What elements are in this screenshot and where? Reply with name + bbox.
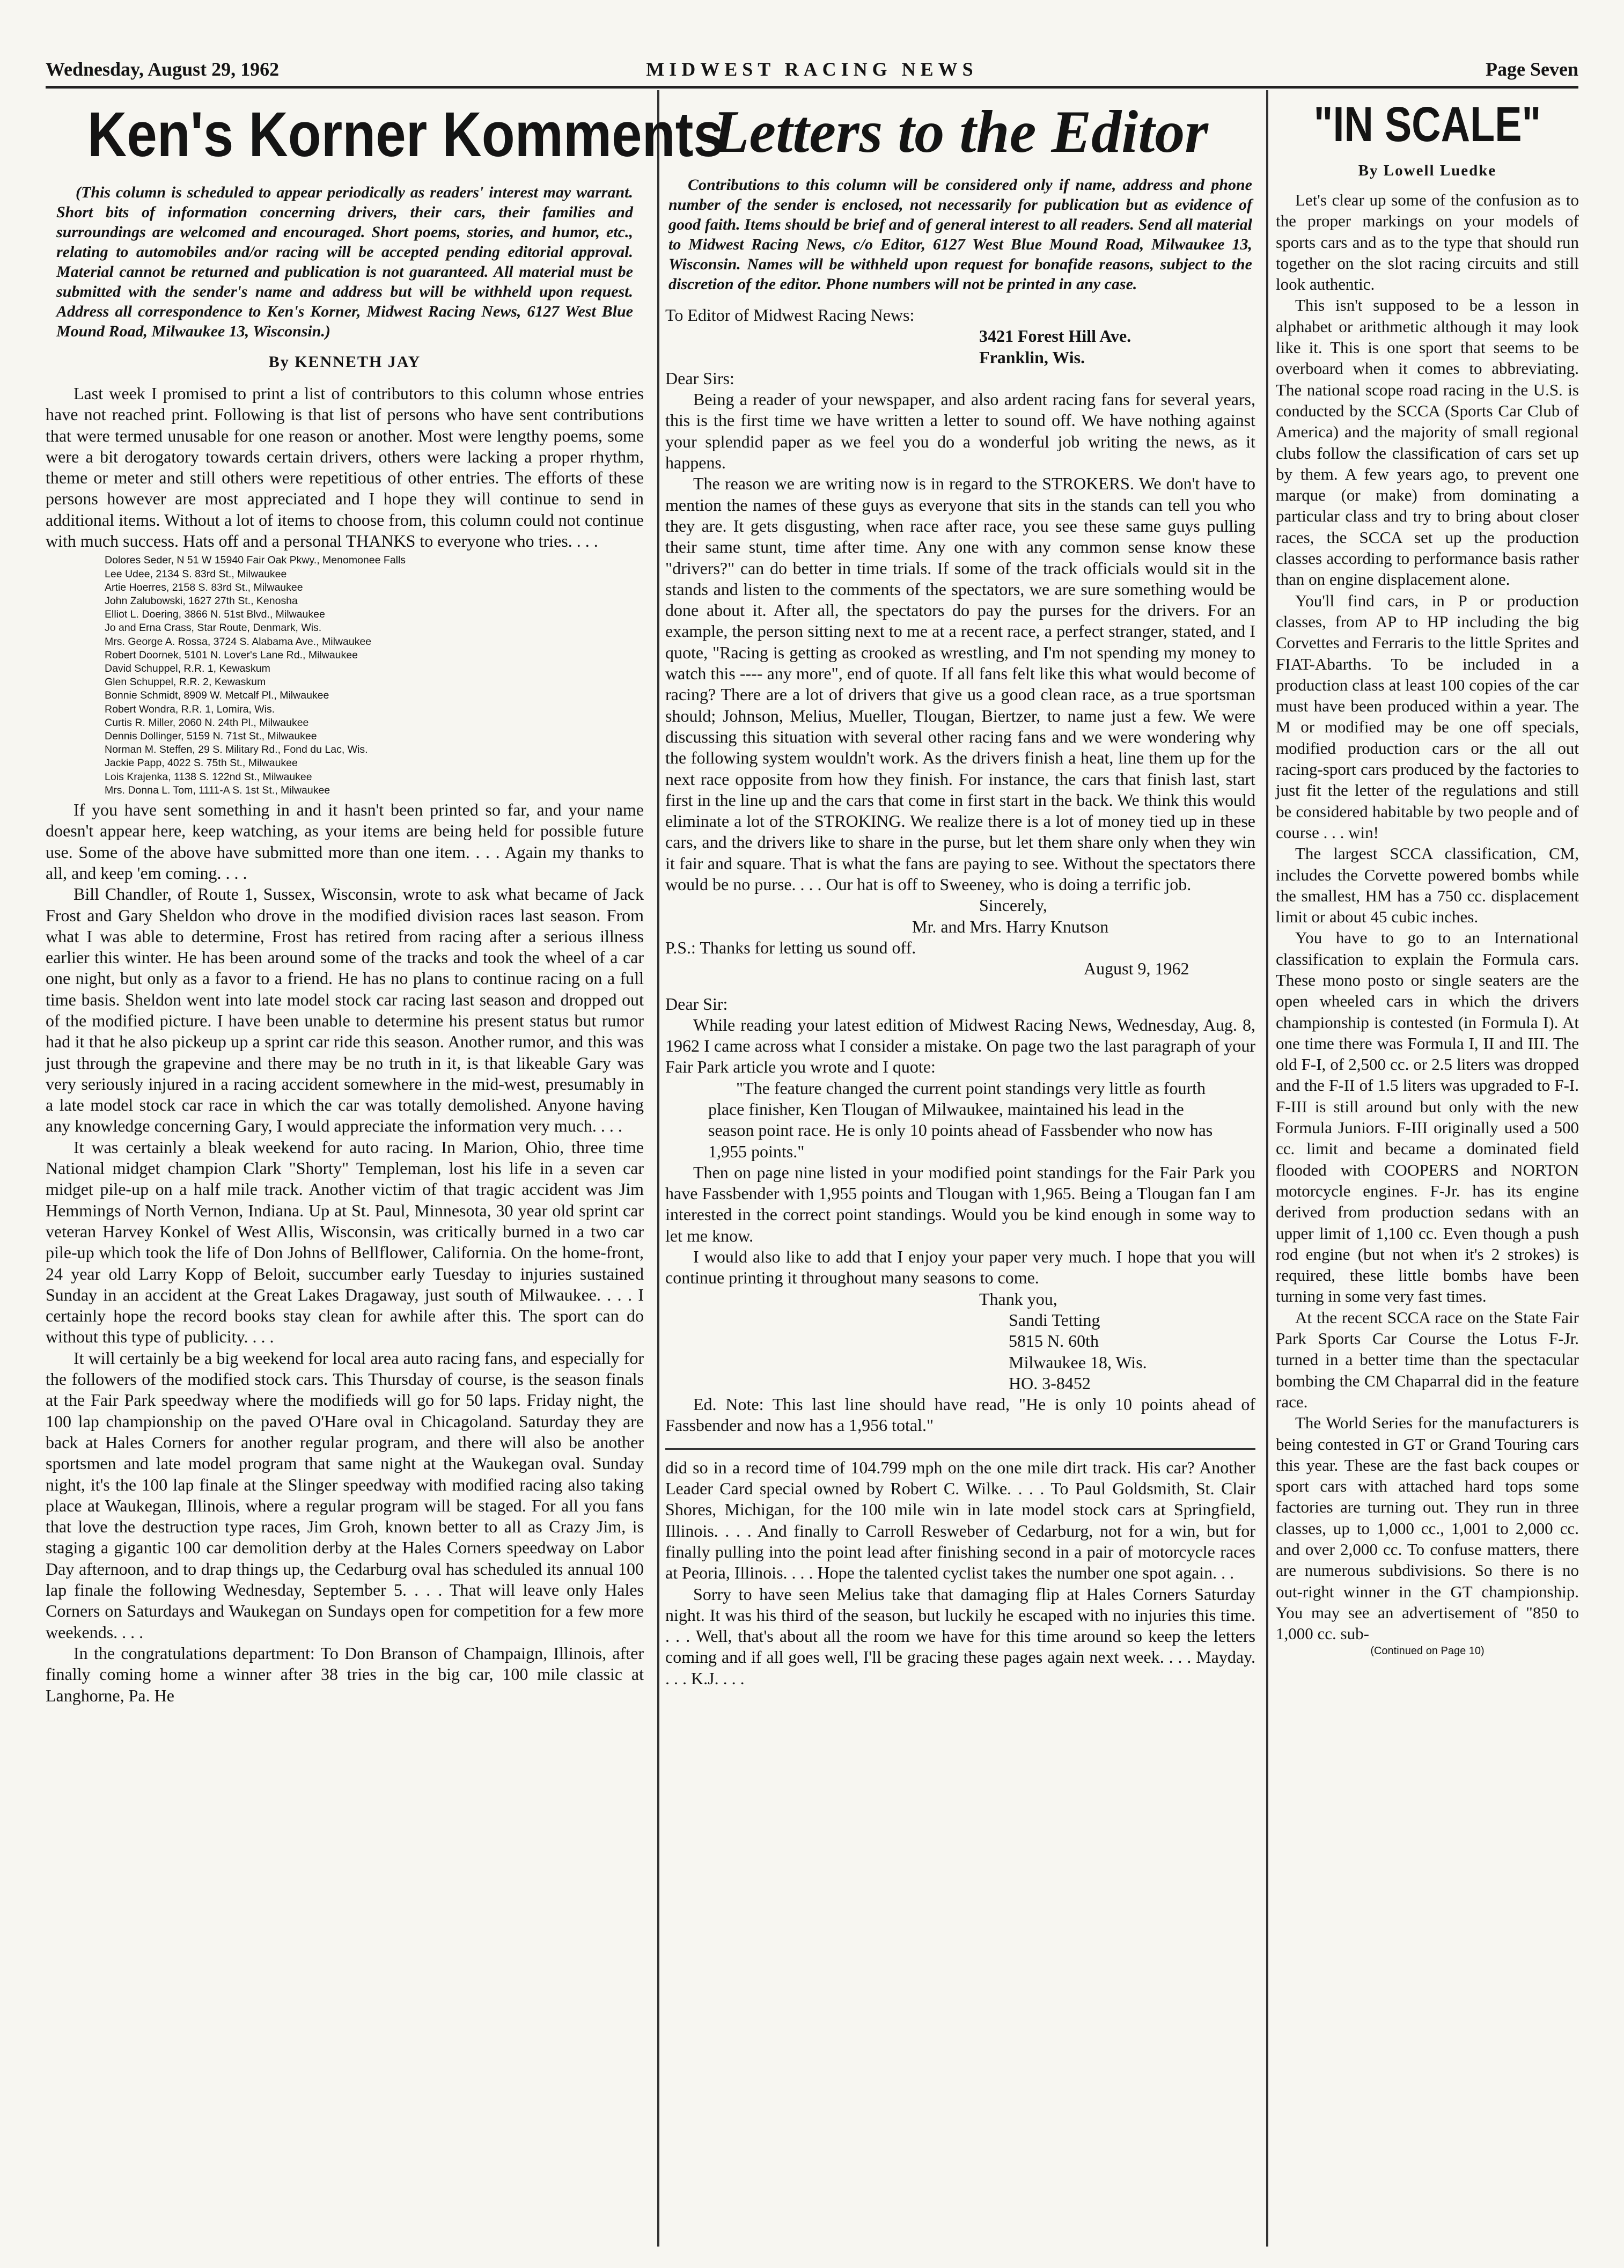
issue-date: Wednesday, August 29, 1962	[46, 58, 280, 80]
contributor-entry: Robert Doornek, 5101 N. Lover's Lane Rd., Milwaukee	[105, 649, 358, 661]
letter-address-line: Milwaukee 18, Wis.	[1009, 1352, 1147, 1372]
column-intro: Contributions to this column will be considered only if name, address and phone number of the sender is enclosed, not necessarily for publication but as evidence of good faith. Items should be brief and of general interest to all readers. Send all material to Midwest Racing News, c/o Editor, 6127 West Blue Mound Road, Milwaukee 13, Wisconsin. Names will be withheld upon request for bonafide reasons, subject to the discretion of the editor. Phone numbers will not be printed in any case.	[668, 176, 1252, 293]
contributor-entry: Curtis R. Miller, 2060 N. 24th Pl., Milwaukee	[105, 716, 309, 729]
column-divider	[1266, 90, 1268, 2247]
paragraph: It will certainly be a big weekend for local area auto racing fans, and especially for the followers of the modified stock cars. This Thursday of course, is the season finals at the Fair Park speedway where the modifieds will go for 50 laps. Friday night, the 100 lap championship on the paved O'Hare oval in Chicagoland. Saturday they are back at Hales Corners for another regular program, and there will also be another sportsmen and late model program that same night at the Waukegan oval. Sunday night, it's the 100 lap finale at the Slinger speedway with modified racing also taking place at Waukegan, Illinois, where a regular program will be staged. For all you fans that love the destruction type races, Jim Groh, known better to all as Crazy Jim, is staging a gigantic 100 car demolition derby at the Hales Corners speedway on Labor Day afternoon, and to drap things up, the Cedarburg oval has scheduled its annual 100 lap finale the following Wednesday, September 5. . . . That will leave only Hales Corners on Saturdays and Waukegan on Sundays open for competition for a few more weekends. . . .	[46, 1348, 644, 1642]
column-title: "IN SCALE"	[1313, 97, 1541, 152]
continued-note: (Continued on Page 10)	[1370, 1645, 1485, 1657]
letter-phone: HO. 3-8452	[1009, 1373, 1091, 1393]
letter-closing: Sincerely,	[979, 896, 1047, 915]
contributor-entry: Lois Krajenka, 1138 S. 122nd St., Milwaukee	[105, 770, 312, 783]
paragraph: I would also like to add that I enjoy your paper very much. I hope that you will continue printing it throughout many seasons to come.	[665, 1247, 1255, 1288]
contributor-list	[105, 554, 644, 797]
contributor-entry: Robert Wondra, R.R. 1, Lomira, Wis.	[105, 703, 275, 715]
page-number: Page Seven	[1486, 58, 1578, 80]
header-rule	[46, 86, 1578, 89]
column-intro: (This column is scheduled to appear periodically as readers' interest may warrant. Short bits of information concerning drivers, their cars, their families and surroundings are welcomed and encouraged. Short poems, stories, and humor, etc., relating to automobiles and/or racing will be accepted pending editorial approval. Material cannot be returned and publication is not guaranteed. All material must be submitted with the sender's name and address but will be withheld upon request. Address all correspondence to Ken's Korner, Midwest Racing News, 6127 West Blue Mound Road, Milwaukee 13, Wisconsin.)	[56, 184, 633, 340]
letter-postscript: P.S.: Thanks for letting us sound off.	[665, 937, 916, 957]
paragraph: In the congratulations department: To Don Branson of Champaign, Illinois, after finally coming home a winner after 38 tries in the big car, 100 mile classic at Langhorne, Pa. He	[46, 1643, 644, 1705]
letter-salutation: Dear Sirs:	[665, 368, 734, 388]
paragraph: If you have sent something in and it hasn't been printed so far, and your name doesn't appear here, keep watching, as your items are being held for possible future use. Some of the above have submitted more than one item. . . . Again my thanks to all, and keep 'em coming. . . .	[46, 800, 644, 883]
paragraph: The World Series for the manufacturers is being contested in GT or Grand Touring cars this year. These are the fast back coupes or sport cars with attached hard tops some factories are turning out. They run in three classes, up to 1,000 cc., 1,001 to 2,000 cc. and over 2,000 cc. To confuse matters, there are numerous subdivisions. So there is no out-right winner in the GT championship. You may see an advertisement of "850 to 1,000 cc. sub-	[1276, 1413, 1579, 1643]
column-title: Letters to the Editor	[712, 99, 1208, 165]
paragraph: While reading your latest edition of Midwest Racing News, Wednesday, Aug. 8, 1962 I came across what I consider a mistake. On page two the last paragraph of your Fair Park article you wrote and I quote:	[665, 1015, 1255, 1077]
contributor-entry: John Zalubowski, 1627 27th St., Kenosha	[105, 594, 298, 607]
contributor-entry: Dennis Dollinger, 5159 N. 71st St., Milwaukee	[105, 730, 317, 743]
letter-recipient: To Editor of Midwest Racing News:	[665, 305, 915, 325]
letters-body	[665, 305, 1255, 1689]
article-body	[46, 383, 644, 1706]
paragraph: Sorry to have seen Melius take that damaging flip at Hales Corners Saturday night. It was his third of the season, but luckily he escaped with no injuries this time. . . . Well, that's about all the room we have for this time around so keep the letters coming and if all goes well, I'll be gracing these pages again next week. . . . Mayday. . . . K.J. . . .	[665, 1584, 1255, 1688]
section-divider	[665, 1448, 1255, 1450]
in-scale-column	[1276, 92, 1579, 2247]
paragraph: You have to go to an International classification to explain the Formula cars. These mono posto or single seaters are the open wheeled cars in which the drivers championship is contested (in Formula I). At one time there was Formula I, II and III. The old F-I, of 2,500 cc. or 2.5 liters was dropped and the F-II of 1.5 liters was upgraded to F-I. F-III is still around but only with the new Formula Juniors. F-III originally used a 500 cc. limit and became a dominated field flooded with COOPERS and NORTON motorcycle engines. F-Jr. has its engine derived from production sedans with an upper limit of 1,100 cc. Even though a push rod engine (but not when it's 2 strokes) is required, these little bombs have been turning in some very fast times.	[1276, 928, 1579, 1306]
paragraph: It was certainly a bleak weekend for auto racing. In Marion, Ohio, three time National midget champion Clark "Shorty" Templeman, lost his life in a seven car midget pile-up on a half mile track. Another victim of that tragic accident was Jim Hemmings of North Vernon, Indiana. Up at St. Paul, Minnesota, 30 year old sprint car veteran Harvey Konkel of West Allis, Wisconsin, was critically burned in a two car pile-up which took the life of Don Johns of Bellflower, California. On the home-front, 24 year old Larry Kopp of Beloit, succumber early Tuesday to injuries sustained Sunday in an accident at the Great Lakes Dragaway, just south of Milwaukee. . . . I certainly hope the record books stay clean for awhile after this. The sport can do without this type of publicity. . . .	[46, 1137, 644, 1347]
paragraph: Bill Chandler, of Route 1, Sussex, Wisconsin, wrote to ask what became of Jack Frost and Gary Sheldon who drove in the modified division races last season. From what I was able to determine, Frost has retired from racing after a serious illness earlier this winter. He has been around some of the tracks and took the wheel of a car one night, but only as a favor to a friend. He has no plans to continue racing on a full time basis. Sheldon went into late model stock car racing last season and dropped out of the modified picture. I have been unable to determine his present status but rumor had it that he also pickeup up a sprint car ride this season. Another rumor, and this was just through the grapevine and there may be no truth in it, is that likeable Gary was very seriously injured in a racing accident somewhere in the mid-west, presumably in a late model stock car race in which the car was totally demolished. Anyone having any knowledge concerning Gary, I would appreciate the information very much. . . .	[46, 884, 644, 1136]
editor-note: Ed. Note: This last line should have read, "He is only 10 points ahead of Fassbender and now has a 1,956 total."	[665, 1394, 1255, 1435]
continued-paragraph: did so in a record time of 104.799 mph on the one mile dirt track. His car? Another Leader Card special owned by Robert C. Wilke. . . . To Paul Goldsmith, St. Clair Shores, Michigan, for the 100 mile win in late model stock cars at Springfield, Illinois. . . . And finally to Carroll Resweber of Cedarburg, not for a win, but for finally pulling into the point lead after finishing second in a pair of motorcycle races at Peoria, Illinois. . . . Hope the talented cyclist takes the number one spot again. . .	[665, 1457, 1255, 1583]
letter-address-line: 3421 Forest Hill Ave.	[979, 326, 1131, 346]
letter-date: August 9, 1962	[1084, 959, 1189, 979]
byline: By KENNETH JAY	[268, 353, 421, 371]
contributor-entry: Jackie Papp, 4022 S. 75th St., Milwaukee	[105, 757, 298, 769]
contributor-entry: Glen Schuppel, R.R. 2, Kewaskum	[105, 676, 266, 688]
letter-salutation: Dear Sir:	[665, 994, 728, 1014]
article-body	[1276, 189, 1579, 1657]
letter-address-line: Franklin, Wis.	[979, 347, 1085, 367]
contributor-entry: Bonnie Schmidt, 8909 W. Metcalf Pl., Milwaukee	[105, 689, 329, 702]
contributor-entry: Dolores Seder, N 51 W 15940 Fair Oak Pkwy., Menomonee Falls	[105, 554, 406, 567]
contributor-entry: Artie Hoerres, 2158 S. 83rd St., Milwaukee	[105, 581, 303, 593]
letter-signature: Mr. and Mrs. Harry Knutson	[912, 916, 1109, 936]
letter-signature: Sandi Tetting	[1009, 1310, 1100, 1330]
publication-name: MIDWEST RACING NEWS	[646, 58, 978, 80]
letters-column	[665, 92, 1255, 2247]
contributor-entry: Mrs. George A. Rossa, 3724 S. Alabama Ave., Milwaukee	[105, 635, 372, 648]
paragraph: At the recent SCCA race on the State Fair Park Sports Car Course the Lotus F-Jr. turned in a better time than the spectacular bombing the CM Chaparral did in the feature race.	[1276, 1308, 1579, 1411]
paragraph: Being a reader of your newspaper, and also ardent racing fans for several years, this is the first time we have written a letter to sound off. We have nothing against your splendid paper as we feel you do a wonderful job writing the news, as it happens.	[665, 390, 1255, 473]
contributor-entry: David Schuppel, R.R. 1, Kewaskum	[105, 663, 270, 674]
letter-closing: Thank you,	[979, 1289, 1057, 1309]
running-header	[46, 58, 1578, 86]
paragraph: The largest SCCA classification, CM, includes the Corvette powered bombs while the smallest, HM has a 750 cc. displacement limit or about 45 cubic inches.	[1276, 844, 1579, 927]
quoted-passage: "The feature changed the current point standings very little as fourth place finisher, Ken Tlougan of Milwaukee, maintained his lead in the season point race. He is only 10 points ahead of Fassbender who now has 1,955 points."	[708, 1078, 1213, 1161]
paragraph: Last week I promised to print a list of contributors to this column whose entries have not reached print. Following is that list of persons who have sent contributions that were termed unusable for one reason or another. Most were lengthy poems, some were a bit derogatory towards certain drivers, others were lacking a proper rhythm, theme or meter and still others were repetitious of other entries. The efforts of these persons however are most appreciated and I hope they will continue to send in additional items. Without a lot of items to choose from, this column could not continue with much success. Hats off and a personal THANKS to everyone who tries. . . .	[46, 384, 644, 551]
paragraph: The reason we are writing now is in regard to the STROKERS. We don't have to mention the names of these guys as everyone that sits in the stands can tell you who they are. It gets disgusting, when race after race, you see these same guys pulling their same stunt, time after time. Any one with any common sense know these "drivers?" can do better in time trials. If some of the track officials would sit in the stands and listen to the comments of the spectators, we are sure something would be done about it. After all, the spectators do pay the purses for the drivers. For an example, the person sitting next to me at a recent race, a perfect stranger, stated, and I quote, "Racing is getting as crooked as wrestling, and I'm not spending my money to watch this ---- any more", end of quote. If all fans felt like this what would become of racing? There are a lot of drivers that give us a good clean race, as a true sportsman should; Johnson, Melius, Mueller, Tlougan, Biertzer, to name just a few. We were discussing this situation with several other racing fans and we were wondering why the following system wouldn't work. As the drivers finish a heat, line them up for the next race opposite from how they finish. For instance, the cars that finish last, start first in the line up and the cars that come in first start in the back. We think this would eliminate a lot of the STROKING. We realize there is a lot of money tied up in these cars, and the drivers like to share in the purse, but let them share only when they win it fair and square. That is what the fans are paying to see. Without the spectators there would be no purse. . . . Our hat is off to Sweeney, who is doing a terrific job.	[665, 474, 1255, 894]
contributor-entry: Elliot L. Doering, 3866 N. 51st Blvd., Milwaukee	[105, 608, 325, 621]
letter-address-line: 5815 N. 60th	[1009, 1331, 1099, 1351]
paragraph: You'll find cars, in P or production classes, from AP to HP including the big Corvettes and Ferraris to the little Sprites and FIAT-Abarths. To be included in a production class at least 100 copies of the car must have been produced within a year. The M or modified may be one off specials, modified production cars or the all out racing-sport cars produced by the factories to just fit the letter of the regulations and still be considered habitable by two people and of course . . . win!	[1276, 591, 1579, 842]
paragraph: Let's clear up some of the confusion as to the proper markings on your models of sports cars and as to the type that should run together on the slot racing circuits and still look authentic.	[1276, 190, 1579, 294]
column-divider	[657, 90, 659, 2247]
contributor-entry: Lee Udee, 2134 S. 83rd St., Milwaukee	[105, 568, 287, 580]
paragraph: This isn't supposed to be a lesson in alphabet or arithmetic although it may look like it. This is one sport that seems to be overboard when it comes to abbreviating. The national scope road racing in the U.S. is conducted by the SCCA (Sports Car Club of America) and the majority of small regional clubs follow the classification of cars set up by them. A few years ago, to prevent one marque (or make) from dominating a particular class and try to bring about closer races, the SCCA set up the production classes according to performance basis rather than on engine displacement alone.	[1276, 296, 1579, 589]
contributor-entry: Jo and Erna Crass, Star Route, Denmark, Wis.	[105, 622, 322, 634]
contributor-entry: Norman M. Steffen, 29 S. Military Rd., Fond du Lac, Wis.	[105, 744, 368, 756]
column-title: Ken's Korner Komments	[87, 99, 724, 170]
paragraph: Then on page nine listed in your modified point standings for the Fair Park you have Fassbender with 1,955 points and Tlougan with 1,965. Being a Tlougan fan I am interested in the correct point standings. Would you be kind enough in some way to let me know.	[665, 1162, 1255, 1245]
contributor-entry: Mrs. Donna L. Tom, 1111-A S. 1st St., Milwaukee	[105, 784, 330, 796]
byline: By Lowell Luedke	[1358, 162, 1497, 179]
